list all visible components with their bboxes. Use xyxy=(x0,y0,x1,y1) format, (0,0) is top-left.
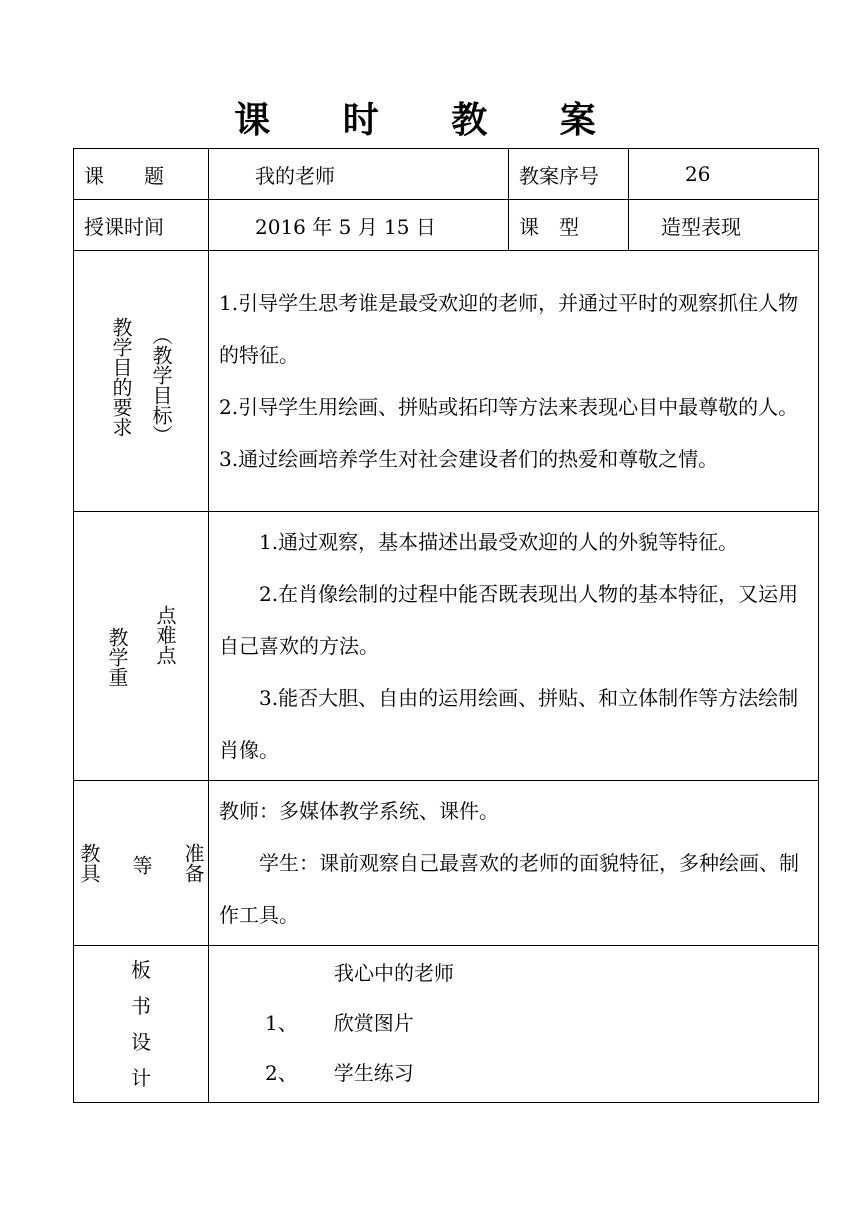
board-label-char: 书 xyxy=(131,994,151,1018)
topic-row xyxy=(74,149,819,200)
key-points-label-b: 点难点 xyxy=(153,605,177,665)
time-label: 授课时间 xyxy=(74,200,209,251)
tools-label-b: 等 xyxy=(129,855,153,875)
key-point-item: 3.能否大胆、自由的运用绘画、拼贴、和立体制作等方法绘制肖像。 xyxy=(219,686,799,762)
key-points-label-a: 教学重 xyxy=(105,627,129,687)
board-item-number: 2、 xyxy=(265,1061,298,1085)
board-heading: 我心中的老师 xyxy=(334,961,454,985)
page-title: 课 时 教 案 xyxy=(234,100,626,141)
board-item xyxy=(219,998,810,1048)
time-value: 2016 年 5 月 15 日 xyxy=(209,200,509,251)
board-item-number: 1、 xyxy=(265,1011,298,1035)
key-point-item: 1.通过观察，基本描述出最受欢迎的人的外貌等特征。 xyxy=(259,530,739,554)
topic-label: 课 题 xyxy=(74,149,209,200)
board-item xyxy=(219,1048,810,1098)
tools-label xyxy=(74,781,209,946)
board-item-text: 欣赏图片 xyxy=(333,1011,414,1035)
key-point-item: 2.在肖像绘制的过程中能否既表现出人物的基本特征，又运用自己喜欢的方法。 xyxy=(219,582,799,658)
board-label-char: 板 xyxy=(131,958,151,982)
tools-content xyxy=(209,781,819,946)
tools-label-a: 教具 xyxy=(77,843,101,883)
key-points-row xyxy=(74,512,819,781)
objective-item: 2.引导学生用绘画、拼贴或拓印等方法来表现心目中最尊敬的人。 xyxy=(219,395,799,419)
board-row xyxy=(74,946,819,1103)
type-value: 造型表现 xyxy=(629,200,819,251)
key-points-content xyxy=(209,512,819,781)
tool-item: 学生：课前观察自己最喜欢的老师的面貌特征，多种绘画、制作工具。 xyxy=(219,851,799,927)
topic-value: 我的老师 xyxy=(209,149,509,200)
objectives-label-sub: ︵教学目标︶ xyxy=(149,325,173,445)
tools-row xyxy=(74,781,819,946)
tool-item: 教师：多媒体教学系统、课件。 xyxy=(219,799,499,823)
board-label xyxy=(74,946,209,1103)
objectives-content xyxy=(209,251,819,512)
board-label-char: 设 xyxy=(131,1030,151,1054)
board-content xyxy=(209,946,819,1103)
seq-label: 教案序号 xyxy=(509,149,629,200)
key-points-label xyxy=(74,512,209,781)
lesson-plan-table xyxy=(73,148,819,1103)
board-item-text: 学生练习 xyxy=(333,1061,414,1085)
objectives-label-main: 教学目的要求 xyxy=(109,317,133,437)
board-label-char: 计 xyxy=(131,1066,151,1090)
objectives-label xyxy=(74,251,209,512)
objective-item: 1.引导学生思考谁是最受欢迎的老师，并通过平时的观察抓住人物的特征。 xyxy=(219,291,799,367)
seq-value: 26 xyxy=(629,149,819,200)
type-label: 课 型 xyxy=(509,200,629,251)
objective-item: 3.通过绘画培养学生对社会建设者们的热爱和尊敬之情。 xyxy=(219,447,719,471)
time-row xyxy=(74,200,819,251)
tools-label-c: 准备 xyxy=(181,843,205,883)
objectives-row xyxy=(74,251,819,512)
